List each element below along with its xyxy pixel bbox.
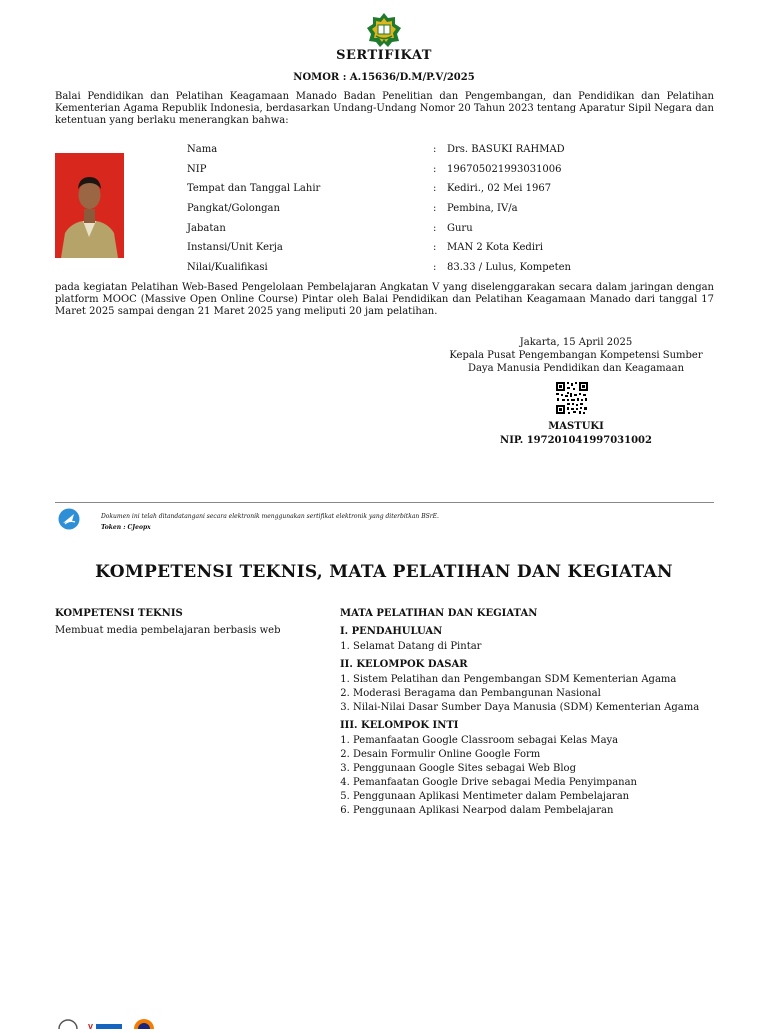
list-item: 1. Selamat Datang di Pintar <box>353 640 714 654</box>
field-value: 83.33 / Lulus, Kompeten <box>447 262 571 274</box>
signer-name: MASTUKI <box>548 421 604 432</box>
field-separator: : <box>433 242 437 254</box>
participant-details <box>187 140 717 278</box>
section-title: II. KELOMPOK DASAR <box>340 659 468 670</box>
field-value: 196705021993031006 <box>447 163 562 175</box>
field-label: Pangkat/Golongan <box>187 203 280 215</box>
field-row-birth <box>187 179 717 199</box>
field-value: Pembina, IV/a <box>447 203 518 215</box>
section-list <box>340 640 714 654</box>
intro-paragraph: Balai Pendidikan dan Pelatihan Keagamaan Manado Badan Penelitian dan Pengembangan, dan Pendidikan dan Pelatihan Kementerian Agama Republik Indonesia, berdasarkan Undang-Undang Nomor 20 Tahun 2023 tentang Aparatur Sipil Negara dan ketentuan yang berlaku menerangkan bahwa: <box>55 91 714 126</box>
signature-position-line1: Kepala Pusat Pengembangan Kompetensi Sumber <box>449 350 703 361</box>
list-item: 2. Desain Formulir Online Google Form <box>353 748 714 762</box>
field-label: Nilai/Kualifikasi <box>187 262 268 274</box>
certificate-title: SERTIFIKAT <box>336 48 432 63</box>
section-title: I. PENDAHULUAN <box>340 626 443 637</box>
field-row-score <box>187 258 717 278</box>
signer-nip: NIP. 197201041997031002 <box>500 435 652 446</box>
section-title: III. KELOMPOK INTI <box>340 720 459 731</box>
field-row-rank <box>187 199 717 219</box>
signature-block <box>420 336 732 375</box>
field-label: NIP <box>187 163 207 175</box>
qr-code-icon <box>555 381 589 415</box>
certificate-number: NOMOR : A.15636/D.M/P.V/2025 <box>293 72 475 83</box>
list-item: 4. Pemanfaatan Google Drive sebagai Media Penyimpanan <box>353 776 714 790</box>
section-list <box>340 734 714 818</box>
field-label: Jabatan <box>187 222 226 234</box>
esign-token: Token : CJeopx <box>101 524 151 531</box>
subjects-section <box>340 608 714 823</box>
field-row-nip <box>187 160 717 180</box>
field-value: Guru <box>447 222 473 234</box>
footer-emblem-icon <box>59 1020 77 1029</box>
esign-notice: Dokumen ini telah ditandatangani secara elektronik menggunakan sertifikat elektronik yang diterbitkan BSrE. <box>101 513 439 520</box>
field-row-position <box>187 219 717 239</box>
field-separator: : <box>433 144 437 155</box>
training-paragraph: pada kegiatan Pelatihan Web-Based Pengelolaan Pembelajaran Angkatan V yang diselenggarakan secara dalam jaringan dengan platform MOOC (Massive Open Online Course) Pintar oleh Balai Pendidikan dan Pelatihan Keagamaan Manado dari tanggal 17 Maret 2025 sampai dengan 21 Maret 2025 yang meliputi 20 jam pelatihan. <box>55 282 714 317</box>
field-value: MAN 2 Kota Kediri <box>447 242 544 254</box>
list-item: 1. Pemanfaatan Google Classroom sebagai Kelas Maya <box>353 734 714 748</box>
participant-photo <box>55 153 124 258</box>
field-label: Instansi/Unit Kerja <box>187 242 283 254</box>
section-list <box>340 673 714 715</box>
divider <box>55 502 714 503</box>
field-separator: : <box>433 183 437 195</box>
field-separator: : <box>433 163 437 175</box>
competency-title: KOMPETENSI TEKNIS, MATA PELATIHAN DAN KEGIATAN <box>95 562 673 582</box>
field-separator: : <box>433 203 437 215</box>
field-label: Nama <box>187 144 218 155</box>
footer-brand-icon: ᴠ <box>88 1021 94 1029</box>
field-separator: : <box>433 222 437 234</box>
list-item: 3. Penggunaan Google Sites sebagai Web Blog <box>353 762 714 776</box>
list-item: 6. Penggunaan Aplikasi Nearpod dalam Pembelajaran <box>353 804 714 818</box>
kompetensi-heading: KOMPETENSI TEKNIS <box>55 608 183 619</box>
list-item: 2. Moderasi Beragama dan Pembangunan Nasional <box>353 687 714 701</box>
list-item: 3. Nilai-Nilai Dasar Sumber Daya Manusia (SDM) Kementerian Agama <box>353 701 714 715</box>
kemenag-emblem-icon <box>366 12 402 48</box>
field-value: Drs. BASUKI RAHMAD <box>447 144 565 155</box>
field-value: Kediri., 02 Mei 1967 <box>447 183 552 195</box>
subjects-heading: MATA PELATIHAN DAN KEGIATAN <box>340 608 538 619</box>
field-separator: : <box>433 262 437 274</box>
list-item: 5. Penggunaan Aplikasi Mentimeter dalam Pembelajaran <box>353 790 714 804</box>
signature-position-line2: Daya Manusia Pendidikan dan Keagamaan <box>467 363 685 374</box>
signature-place-date: Jakarta, 15 April 2025 <box>519 337 633 348</box>
kompetensi-text: Membuat media pembelajaran berbasis web <box>55 625 281 636</box>
list-item: 1. Sistem Pelatihan dan Pengembangan SDM Kementerian Agama <box>353 673 714 687</box>
field-label: Tempat dan Tanggal Lahir <box>187 183 321 195</box>
field-row-nama <box>187 140 717 160</box>
footer-brand-bar-icon <box>96 1024 122 1029</box>
field-row-institution <box>187 238 717 258</box>
bsre-logo-icon <box>58 508 80 530</box>
